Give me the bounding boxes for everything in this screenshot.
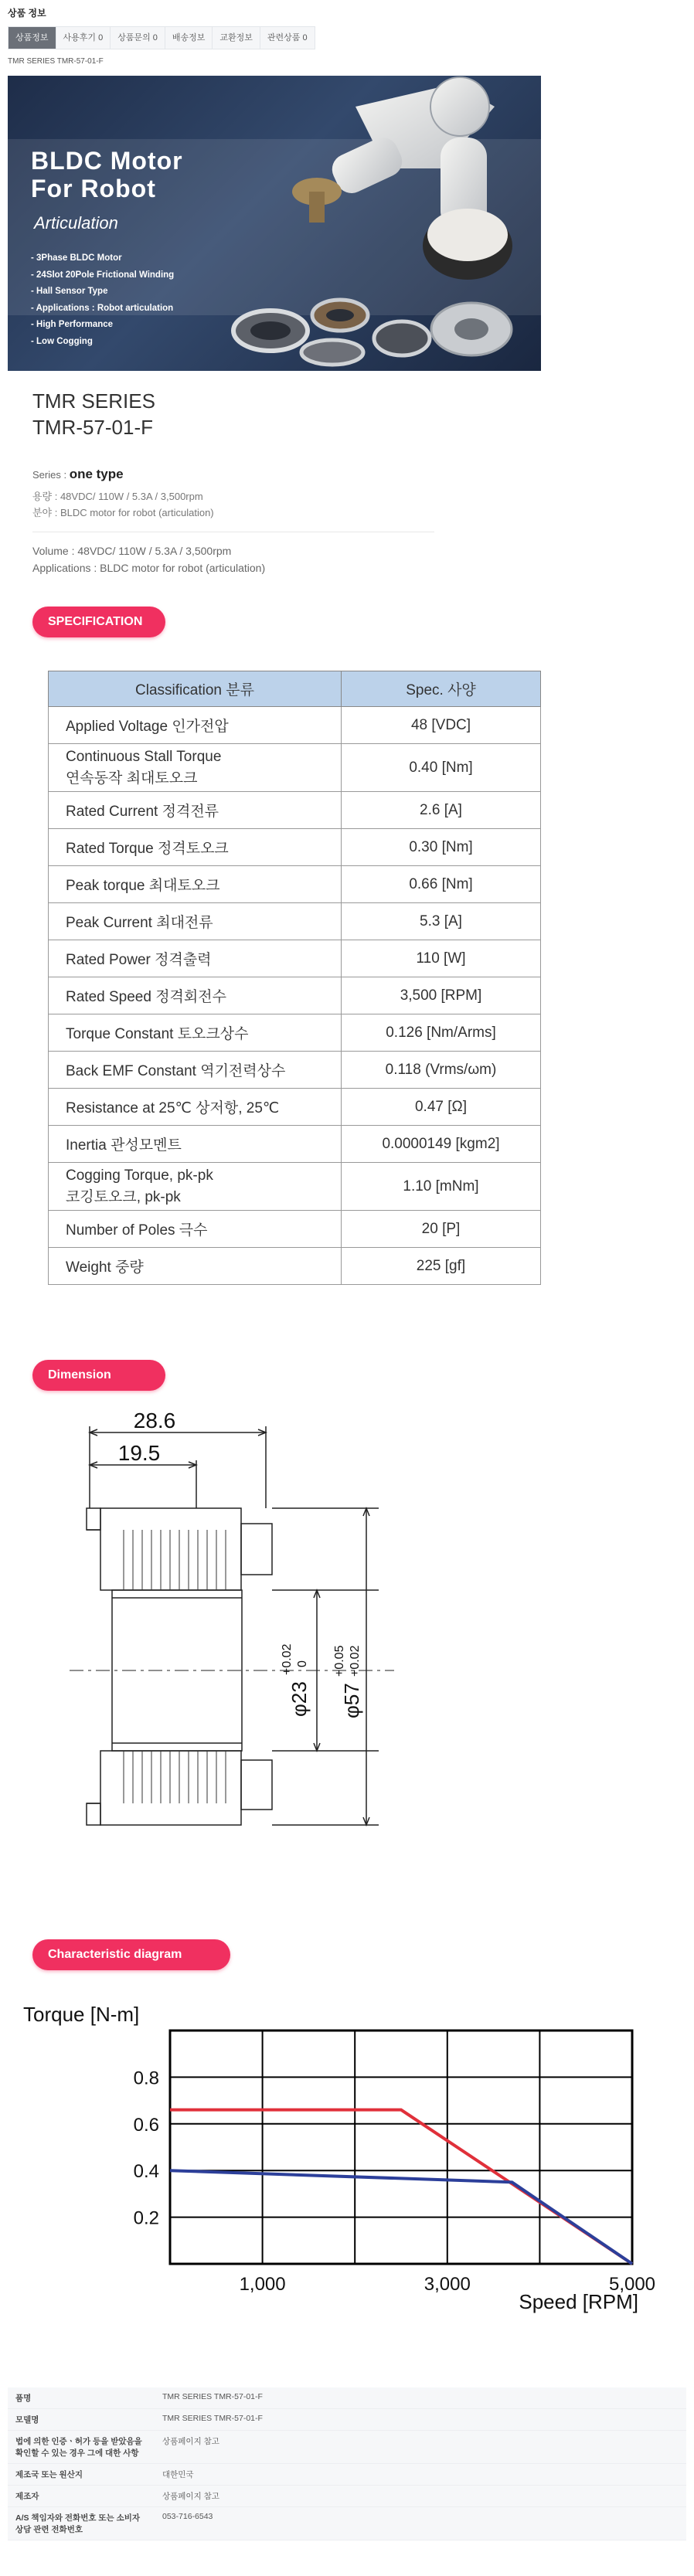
dim-outer-dia: φ57 xyxy=(340,1683,363,1718)
notice-row xyxy=(8,2431,686,2464)
spec-value: 0.66 [Nm] xyxy=(342,866,541,903)
tab-related[interactable]: 관련상품 0 xyxy=(267,33,308,42)
tab-product-info[interactable]: 상품정보 xyxy=(9,27,56,49)
spec-row xyxy=(49,1211,541,1248)
dim-outer-width: 28.6 xyxy=(133,1409,176,1432)
spec-row xyxy=(49,1014,541,1052)
spec-name xyxy=(49,744,342,792)
spec-name xyxy=(49,1163,342,1211)
banner-title-line1: BLDC Motor xyxy=(31,147,183,175)
dim-bore-tol-lower: 0 xyxy=(296,1660,309,1667)
spec-value: 5.3 [A] xyxy=(342,903,541,940)
specification-badge: SPECIFICATION xyxy=(32,607,165,637)
spec-row xyxy=(49,977,541,1014)
dimension-drawing xyxy=(70,1409,410,1879)
spec-table xyxy=(48,671,541,1285)
series-label: Series : xyxy=(32,469,67,481)
spec-name: Rated Current 정격전류 xyxy=(49,792,342,829)
notice-row xyxy=(8,2486,686,2507)
notice-key: 제조자 xyxy=(8,2486,155,2507)
spec-value: 0.47 [Ω] xyxy=(342,1089,541,1126)
applications-en: Applications : BLDC motor for robot (articulation) xyxy=(32,562,266,574)
spec-value: 0.126 [Nm/Arms] xyxy=(342,1014,541,1052)
notice-key: 제조국 또는 원산지 xyxy=(8,2464,155,2486)
spec-value: 20 [P] xyxy=(342,1211,541,1248)
dim-inner-width: 19.5 xyxy=(117,1441,161,1465)
dim-bore-dia: φ23 xyxy=(287,1681,311,1717)
dimension-badge: Dimension xyxy=(32,1360,165,1391)
chart-xtick-label: 3,000 xyxy=(424,2274,471,2295)
tab-exchange[interactable]: 교환정보 xyxy=(213,27,260,49)
spec-value: 0.0000149 [kgm2] xyxy=(342,1126,541,1163)
spec-row xyxy=(49,792,541,829)
spec-name: Number of Poles 극수 xyxy=(49,1211,342,1248)
spec-row xyxy=(49,744,541,792)
spec-header-row xyxy=(49,671,541,707)
banner-feature: - Applications : Robot articulation xyxy=(31,303,174,313)
spec-row xyxy=(49,903,541,940)
spec-row xyxy=(49,1163,541,1211)
series-name: TMR SERIES xyxy=(32,389,155,413)
notice-value: 053-716-6543 xyxy=(155,2507,686,2540)
banner-subtitle: Articulation xyxy=(34,213,118,233)
chart-xlabel: Speed [RPM] xyxy=(519,2290,638,2313)
characteristic-badge: Characteristic diagram xyxy=(32,1939,230,1970)
spec-row xyxy=(49,829,541,866)
spec-value: 0.40 [Nm] xyxy=(342,744,541,792)
spec-name: Rated Power 정격출력 xyxy=(49,940,342,977)
spec-row xyxy=(49,1052,541,1089)
spec-row xyxy=(49,940,541,977)
series-line xyxy=(32,467,124,482)
spec-row xyxy=(49,707,541,744)
spec-row xyxy=(49,1248,541,1285)
notice-value: TMR SERIES TMR-57-01-F xyxy=(155,2409,686,2431)
spec-name: Weight 중량 xyxy=(49,1248,342,1285)
field-ko: 분야 : BLDC motor for robot (articulation) xyxy=(32,507,214,518)
dim-outer-tol-upper: +0.05 xyxy=(333,1645,346,1677)
torque-speed-chart xyxy=(22,1993,656,2318)
spec-value: 225 [gf] xyxy=(342,1248,541,1285)
chart-frame xyxy=(170,2031,632,2264)
notice-value: TMR SERIES TMR-57-01-F xyxy=(155,2387,686,2409)
spec-value: 0.118 (Vrms/ωm) xyxy=(342,1052,541,1089)
spec-value: 110 [W] xyxy=(342,940,541,977)
product-banner xyxy=(8,76,541,371)
banner-feature: - 3Phase BLDC Motor xyxy=(31,253,122,263)
banner-title-line2: For Robot xyxy=(31,175,156,202)
korean-spec-summary xyxy=(32,488,214,521)
dim-bore-tol-upper: +0.02 xyxy=(281,1643,294,1675)
product-notice-table xyxy=(8,2387,686,2540)
spec-header-classification: Classification 분류 xyxy=(49,671,342,707)
spec-value: 48 [VDC] xyxy=(342,707,541,744)
banner-feature: - 24Slot 20Pole Frictional Winding xyxy=(31,270,175,280)
spec-value: 3,500 [RPM] xyxy=(342,977,541,1014)
spec-name: Inertia 관성모멘트 xyxy=(49,1126,342,1163)
notice-row xyxy=(8,2464,686,2486)
product-info-title: 상품 정보 xyxy=(8,8,46,19)
english-spec-summary xyxy=(32,542,265,576)
chart-series-peak xyxy=(170,2110,632,2264)
banner-feature: - Hall Sensor Type xyxy=(31,287,108,296)
spec-name-line1: Cogging Torque, pk-pk xyxy=(66,1167,213,1184)
spec-row xyxy=(49,1089,541,1126)
banner-feature: - Low Cogging xyxy=(31,336,93,346)
notice-key: A/S 책임자와 전화번호 또는 소비자상담 관련 전화번호 xyxy=(8,2507,155,2540)
spec-header-spec: Spec. 사양 xyxy=(342,671,541,707)
spec-name-line2: 코깅토오크, pk-pk xyxy=(66,1188,181,1205)
spec-value: 0.30 [Nm] xyxy=(342,829,541,866)
notice-key: 품명 xyxy=(8,2387,155,2409)
notice-row xyxy=(8,2387,686,2409)
spec-name: Applied Voltage 인가전압 xyxy=(49,707,342,744)
notice-key: 법에 의한 인증ㆍ허가 등을 받았음을 확인할 수 있는 경우 그에 대한 사항 xyxy=(8,2431,155,2464)
spec-row xyxy=(49,866,541,903)
tab-shipping[interactable]: 배송정보 xyxy=(165,27,213,49)
spec-name: Rated Speed 정격회전수 xyxy=(49,977,342,1014)
tab-reviews[interactable]: 사용후기 0 xyxy=(56,27,111,49)
spec-name: Peak Current 최대전류 xyxy=(49,903,342,940)
notice-row xyxy=(8,2507,686,2540)
volume-en: Volume : 48VDC/ 110W / 5.3A / 3,500rpm xyxy=(32,545,232,557)
spec-name: Peak torque 최대토오크 xyxy=(49,866,342,903)
chart-xtick-label: 1,000 xyxy=(239,2274,286,2295)
notice-value: 상품페이지 참고 xyxy=(155,2431,686,2464)
chart-ylabel: Torque [N-m] xyxy=(23,2003,140,2026)
model-name: TMR-57-01-F xyxy=(32,416,154,439)
spec-name-line2: 연속동작 최대토오크 xyxy=(66,770,198,787)
chart-ytick-label: 0.4 xyxy=(133,2161,159,2183)
chart-xtick-label: 5,000 xyxy=(608,2274,656,2295)
banner-feature: - High Performance xyxy=(31,320,114,329)
chart-ytick-label: 0.8 xyxy=(133,2068,159,2089)
motor-parts-image xyxy=(216,284,541,371)
notice-value: 대한민국 xyxy=(155,2464,686,2486)
spec-value: 2.6 [A] xyxy=(342,792,541,829)
notice-row xyxy=(8,2409,686,2431)
spec-name: Rated Torque 정격토오크 xyxy=(49,829,342,866)
spec-value: 1.10 [mNm] xyxy=(342,1163,541,1211)
spec-name: Resistance at 25℃ 상저항, 25℃ xyxy=(49,1089,342,1126)
product-heading xyxy=(32,388,155,440)
tab-qna[interactable]: 상품문의 0 xyxy=(111,27,165,49)
banner-feature-list xyxy=(31,250,174,350)
capacity-ko: 용량 : 48VDC/ 110W / 5.3A / 3,500rpm xyxy=(32,491,203,502)
spec-name: Torque Constant 토오크상수 xyxy=(49,1014,342,1052)
spec-row xyxy=(49,1126,541,1163)
product-tabs xyxy=(8,26,315,49)
spec-name: Back EMF Constant 역기전력상수 xyxy=(49,1052,342,1089)
notice-key: 모델명 xyxy=(8,2409,155,2431)
breadcrumb: TMR SERIES TMR-57-01-F xyxy=(8,57,104,66)
dim-outer-tol-lower: +0.02 xyxy=(349,1645,362,1677)
chart-ytick-label: 0.6 xyxy=(133,2114,159,2136)
chart-ytick-label: 0.2 xyxy=(133,2207,159,2229)
notice-value: 상품페이지 참고 xyxy=(155,2486,686,2507)
series-value: one type xyxy=(69,467,124,481)
spec-name-line1: Continuous Stall Torque xyxy=(66,748,222,765)
